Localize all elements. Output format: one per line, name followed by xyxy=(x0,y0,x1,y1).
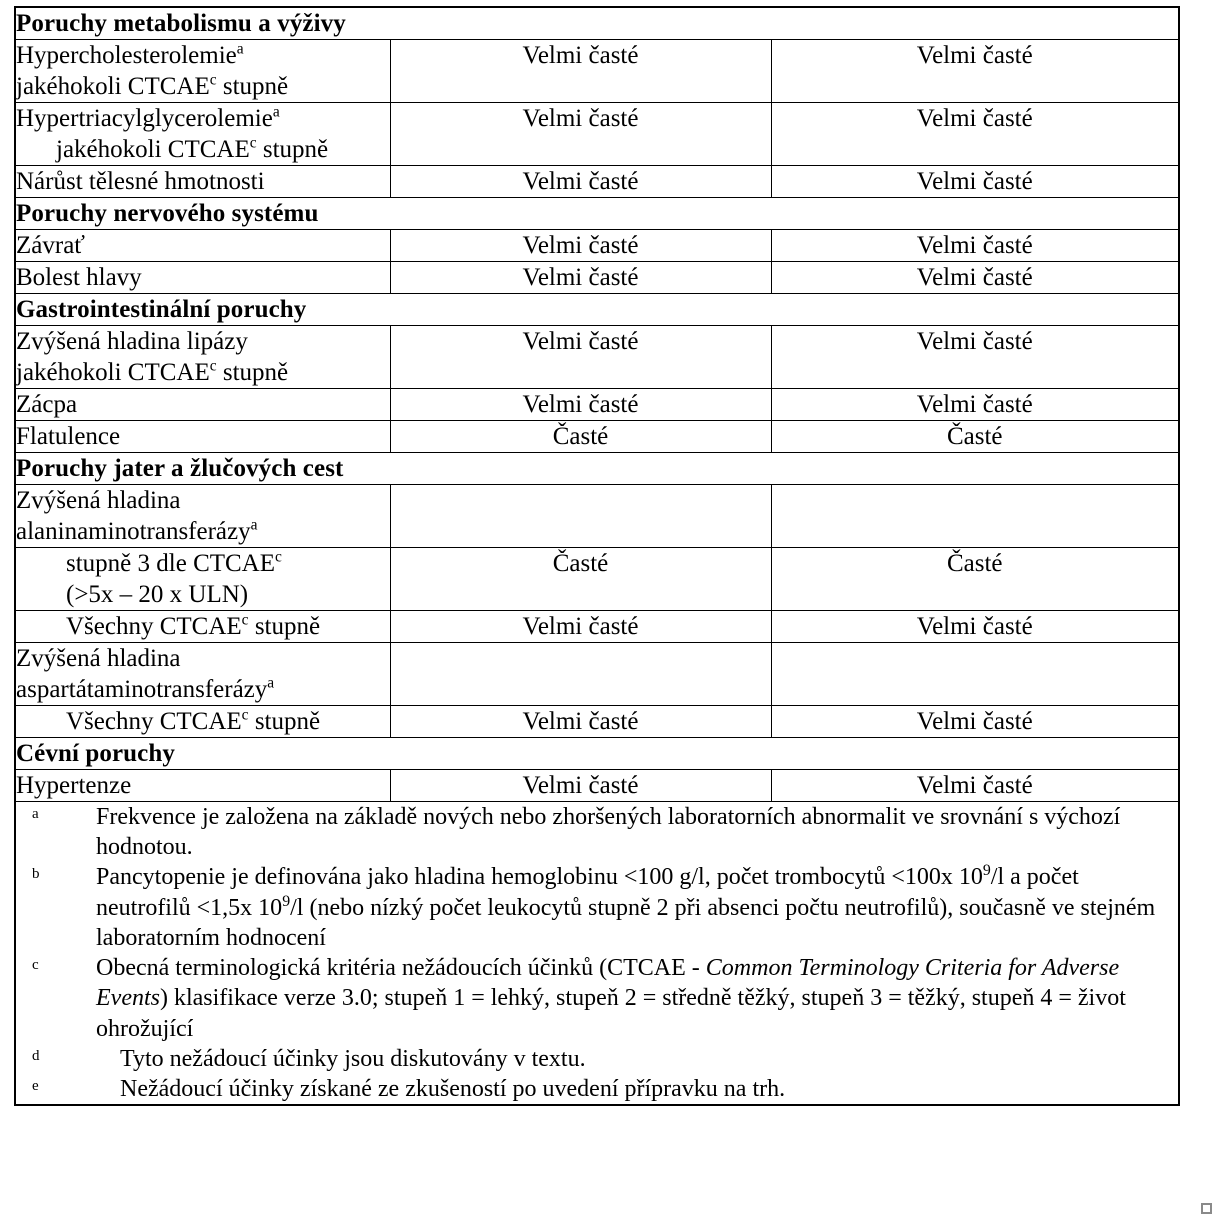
footnote-ref: c xyxy=(209,357,217,375)
footnote-marker: e xyxy=(32,1078,39,1095)
footnote-text: Tyto nežádoucí účinky jsou diskutovány v textu. xyxy=(120,1045,586,1072)
frequency-cell-1: Časté xyxy=(390,548,771,611)
table-row xyxy=(15,770,1179,802)
table-row xyxy=(15,548,1179,611)
footnote-ref: a xyxy=(250,516,258,534)
section-heading-row xyxy=(15,738,1179,770)
footnote-ref: a xyxy=(236,40,244,58)
table-row xyxy=(15,40,1179,103)
table-row xyxy=(15,643,1179,706)
frequency-cell-2: Velmi časté xyxy=(771,230,1179,262)
section-heading: Cévní poruchy xyxy=(15,738,1179,770)
footnote-text: Nežádoucí účinky získané ze zkušeností po uvedení přípravku na trh. xyxy=(120,1076,786,1103)
frequency-cell-2: Velmi časté xyxy=(771,103,1179,166)
footnote-item xyxy=(16,953,1178,1044)
footnote-item xyxy=(16,1074,1178,1104)
section-heading-row xyxy=(15,453,1179,485)
table-row xyxy=(15,421,1179,453)
reaction-term: Všechny CTCAE$^c$ stupně xyxy=(15,706,390,738)
footnote-text: Obecná terminologická kritéria nežádoucích účinků (CTCAE - Common Terminology Criteria for Adverse Events) klasifikace verze 3.0; stupeň 1 = lehký, stupeň 2 = středně těžký, stupeň 3 = těžký, stupeň 4 = život ohrožující xyxy=(96,955,1126,1042)
table-body xyxy=(15,7,1179,1105)
reaction-term: Zvýšená hladina lipázy jakéhokoli CTCAE$^c$ stupně xyxy=(15,326,390,389)
footnote-marker: c xyxy=(32,957,39,974)
footnote-text: Frekvence je založena na základě nových nebo zhoršených laboratorních abnormalit ve srovnání s výchozí hodnotou. xyxy=(96,804,1121,861)
frequency-cell-1: Velmi časté xyxy=(390,326,771,389)
reaction-term: Bolest hlavy xyxy=(15,262,390,294)
frequency-cell-1: Velmi časté xyxy=(390,611,771,643)
reaction-term: Flatulence xyxy=(15,421,390,453)
section-heading: Poruchy metabolismu a výživy xyxy=(15,7,1179,40)
frequency-cell-1 xyxy=(390,643,771,706)
reaction-term: Všechny CTCAE$^c$ stupně xyxy=(15,611,390,643)
table-row xyxy=(15,262,1179,294)
frequency-cell-1: Velmi časté xyxy=(390,103,771,166)
table-row xyxy=(15,485,1179,548)
footnote-ref: a xyxy=(267,674,275,692)
footnote-marker: d xyxy=(32,1047,40,1064)
frequency-cell-2: Velmi časté xyxy=(771,262,1179,294)
footnote-item xyxy=(16,802,1178,862)
table-row xyxy=(15,230,1179,262)
frequency-cell-2 xyxy=(771,643,1179,706)
frequency-cell-1: Velmi časté xyxy=(390,40,771,103)
table-row xyxy=(15,389,1179,421)
reaction-term: Zácpa xyxy=(15,389,390,421)
footnote-item xyxy=(16,1044,1178,1074)
table-row xyxy=(15,166,1179,198)
frequency-cell-2: Velmi časté xyxy=(771,166,1179,198)
section-heading-row xyxy=(15,198,1179,230)
corner-marker-icon xyxy=(1201,1203,1212,1214)
frequency-cell-2: Velmi časté xyxy=(771,706,1179,738)
reaction-term: Závrať xyxy=(15,230,390,262)
footnotes-row xyxy=(15,802,1179,1106)
frequency-cell-2: Časté xyxy=(771,548,1179,611)
frequency-cell-1: Časté xyxy=(390,421,771,453)
footnote-ref: c xyxy=(209,71,217,89)
reaction-term: Zvýšená hladina aspartátaminotransferázy$^a$ xyxy=(15,643,390,706)
section-heading: Gastrointestinální poruchy xyxy=(15,294,1179,326)
frequency-cell-2: Časté xyxy=(771,421,1179,453)
reaction-term-line2: jakéhokoli CTCAE$^c$ stupně xyxy=(56,134,329,163)
reaction-term: Hypertenze xyxy=(15,770,390,802)
footnotes-block xyxy=(15,802,1179,1106)
section-heading-row xyxy=(15,7,1179,40)
frequency-cell-1: Velmi časté xyxy=(390,262,771,294)
frequency-cell-1: Velmi časté xyxy=(390,389,771,421)
frequency-cell-1: Velmi časté xyxy=(390,706,771,738)
reaction-term: Hypercholesterolemie$^a$ jakéhokoli CTCAE$^c$ stupně xyxy=(15,40,390,103)
reaction-term: Nárůst tělesné hmotnosti xyxy=(15,166,390,198)
frequency-cell-2 xyxy=(771,485,1179,548)
frequency-cell-2: Velmi časté xyxy=(771,326,1179,389)
frequency-cell-2: Velmi časté xyxy=(771,40,1179,103)
reaction-term-line2: alaninaminotransferázy$^a$ xyxy=(16,516,258,545)
frequency-cell-2: Velmi časté xyxy=(771,389,1179,421)
section-heading: Poruchy jater a žlučových cest xyxy=(15,453,1179,485)
section-heading: Poruchy nervového systému xyxy=(15,198,1179,230)
reaction-term-line2: jakéhokoli CTCAE$^c$ stupně xyxy=(16,71,289,100)
table-row xyxy=(15,611,1179,643)
reaction-term-line2: aspartátaminotransferázy$^a$ xyxy=(16,674,275,703)
adverse-reactions-table xyxy=(14,6,1180,1106)
footnote-marker: b xyxy=(32,866,40,883)
table-row xyxy=(15,706,1179,738)
reaction-term-line2: (>5x – 20 x ULN) xyxy=(66,581,249,608)
frequency-cell-1: Velmi časté xyxy=(390,166,771,198)
footnote-ref: a xyxy=(272,103,280,121)
frequency-cell-2: Velmi časté xyxy=(771,611,1179,643)
reaction-term: stupně 3 dle CTCAE$^c$ (>5x – 20 x ULN) xyxy=(15,548,390,611)
table-row xyxy=(15,326,1179,389)
frequency-cell-1 xyxy=(390,485,771,548)
frequency-cell-1: Velmi časté xyxy=(390,230,771,262)
footnote-item xyxy=(16,862,1178,953)
frequency-cell-2: Velmi časté xyxy=(771,770,1179,802)
document-page xyxy=(0,6,1222,1218)
footnote-ref: c xyxy=(275,548,282,566)
reaction-term: Zvýšená hladina alaninaminotransferázy$^a$ xyxy=(15,485,390,548)
reaction-term: Hypertriacylglycerolemie$^a$ jakéhokoli CTCAE$^c$ stupně xyxy=(15,103,390,166)
table-row xyxy=(15,103,1179,166)
section-heading-row xyxy=(15,294,1179,326)
frequency-cell-1: Velmi časté xyxy=(390,770,771,802)
footnote-marker: a xyxy=(32,806,39,822)
footnote-ref: c xyxy=(241,611,249,629)
footnote-text: Pancytopenie je definována jako hladina hemoglobinu <100 g/l, počet trombocytů <100x $10^9/l$ a počet neutrofilů <1,5x $10^9/l$ (nebo nízký počet leukocytů stupně 2 při absenci počtu neutrofilů), současně ve stejném laboratorním hodnocení xyxy=(96,862,1156,951)
footnote-ref: c xyxy=(249,134,257,152)
reaction-term-line2: jakéhokoli CTCAE$^c$ stupně xyxy=(16,357,289,386)
footnote-ref: c xyxy=(241,706,249,724)
